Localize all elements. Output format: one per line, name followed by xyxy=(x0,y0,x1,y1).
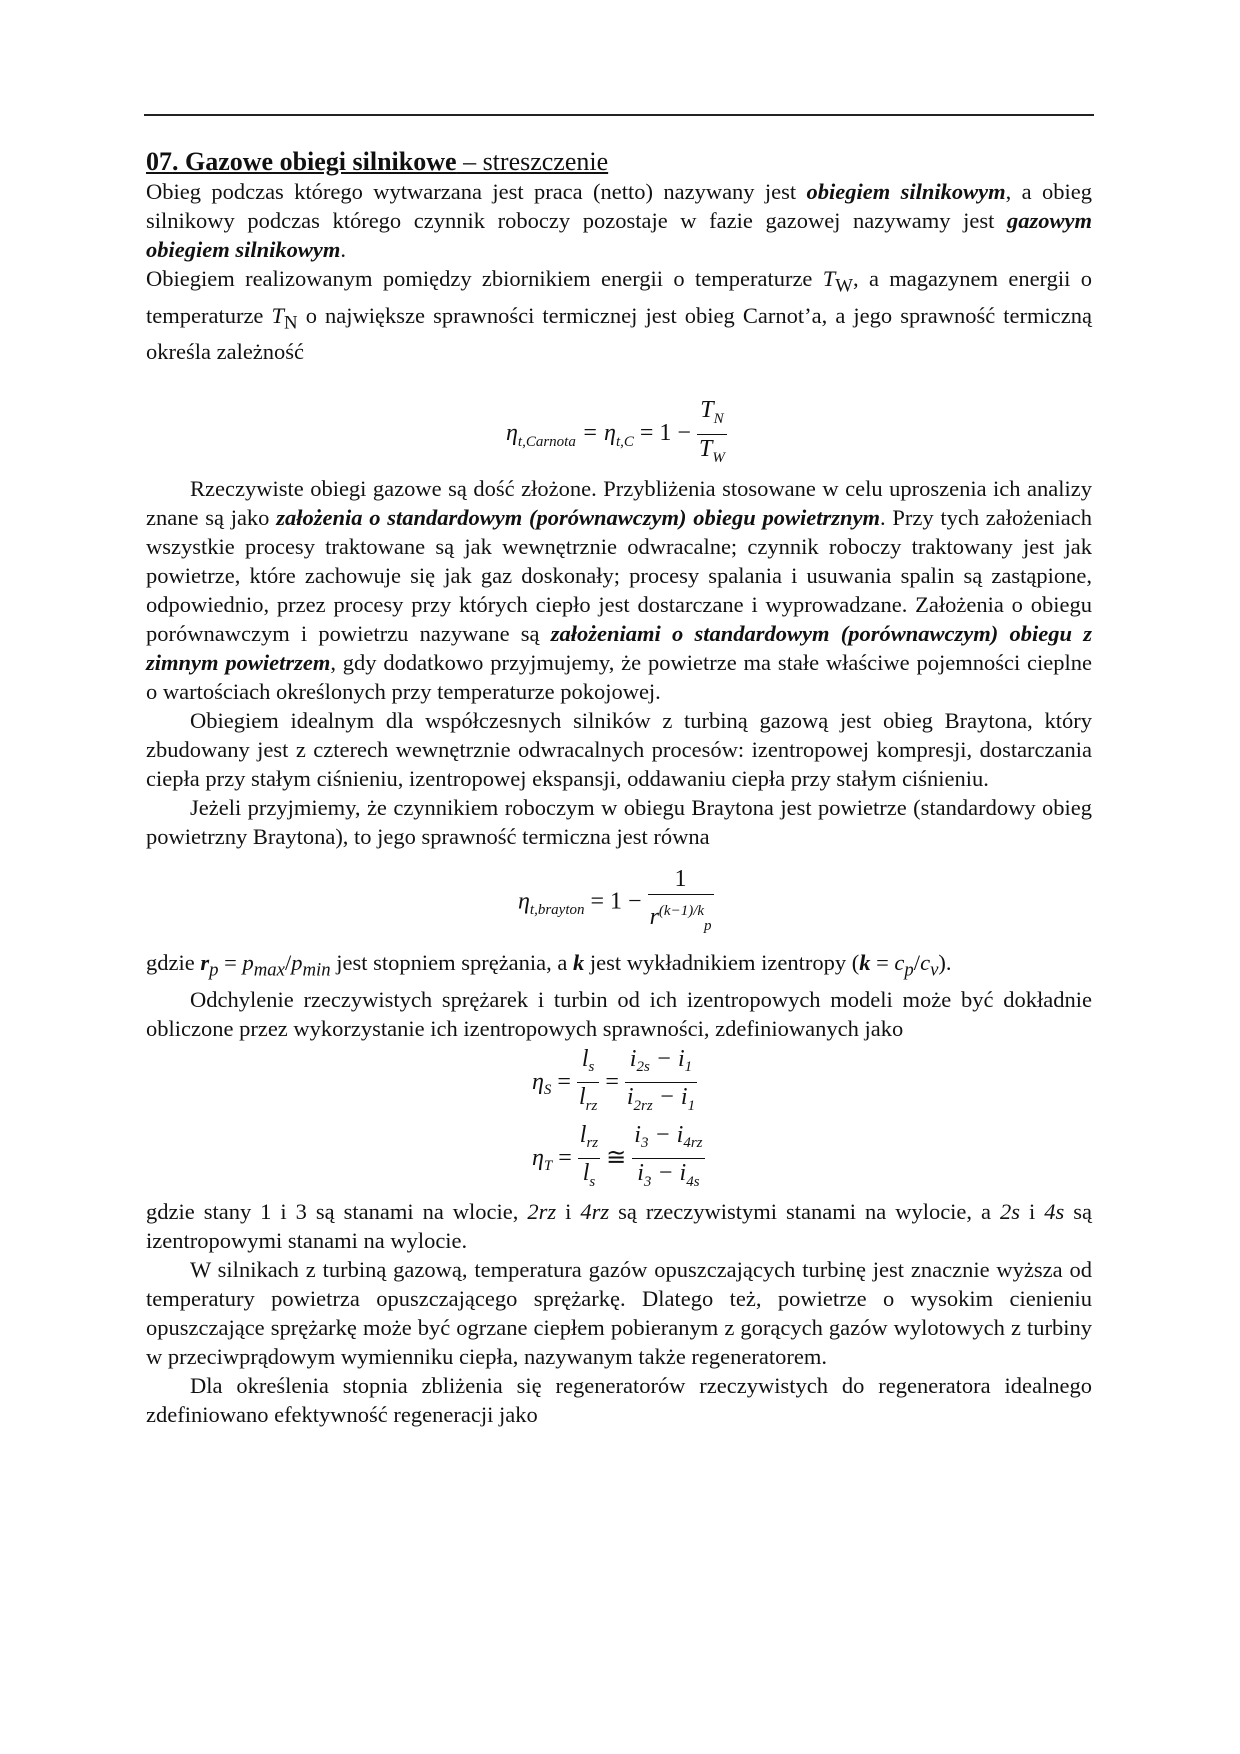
paragraph-8: gdzie stany 1 i 3 są stanami na wlocie, 2rz i 4rz są rzeczywistymi stanami na wylocie, a 2s i 4s są izentropowymi stanami na wylocie. xyxy=(146,1198,1092,1253)
paragraph-1: Obieg podczas którego wytwarzana jest praca (netto) nazywany jest obiegiem silnikowym, a obieg silnikowy podczas którego czynnik roboczy pozostaje w fazie gazowej nazywamy jest gazowym obiegiem silnikowym. xyxy=(146,179,1093,262)
brayton-equation: $\eta_{t,brayton} = 1$ − $\frac{1}{r^{(k-1)/k}_p}$ xyxy=(518,866,712,934)
paragraph-9: W silnikach z turbiną gazową, temperatura gazów opuszczających turbinę jest znacznie wyższa od temperatury powietrza opuszczającego sprężarkę. Dlatego też, powietrze o wysokim cienieniu opuszczające sprężarkę może być ogrzane ciepłem pobieranym z gorących gazów wylotowych z turbiny w przeciwprądowym wymienniku ciepła, nazywanym także regeneratorem. xyxy=(146,1256,1092,1369)
isentropic-efficiency-equations xyxy=(146,1043,1092,1197)
carnot-equation: $\eta_{t,Carnota} = \eta_{t,C} = 1$ − $\frac{T_N}{T_W}$ xyxy=(506,397,725,466)
paragraph-3: Rzeczywiste obiegi gazowe są dość złożone. Przybliżenia stosowane w celu uproszenia ich analizy znane są jako założenia o standardowym (porównawczym) obiegu powietrznym. Przy tych założeniach wszystkie procesy traktowane są jak wewnętrznie odwracalne; czynnik roboczy traktowany jest jak powietrze, które zachowuje się jak gaz doskonały; procesy spalania i usuwania spalin są zastąpione, odpowiednio, przez procesy przy których ciepło jest dostarczane i wyprowadzane. Założenia o obiegu porównawczym i powietrzu nazywane są założeniami o standardowym (porównawczym) obiegu z zimnym powietrzem, gdy dodatkowo przyjmujemy, że powietrze ma stałe właściwe pojemności cieplne o wartościach określonych przy temperaturze pokojowej. xyxy=(146,476,1092,704)
compressor-efficiency-eq: $\eta_S$ = $\frac{l_s}{l_{rz}}$ = $\frac{i_{2s} - i_1}{i_{2rz} - i_1}$ xyxy=(532,1045,696,1115)
turbine-efficiency-eq: $\eta_T$ = $\frac{l_{rz}}{l_s}$ ≅ $\frac{i_3 - i_{4rz}}{i_3 - i_{4s}}$ xyxy=(532,1121,703,1191)
paragraph-4: Obiegiem idealnym dla współczesnych silników z turbiną gazową jest obieg Braytona, który zbudowany jest z czterech wewnętrznie odwracalnych procesów: izentropowej kompresji, dostarczania ciepła przy stałym ciśnieniu, izentropowej ekspansji, oddawaniu ciepła przy stałym ciśnieniu. xyxy=(146,708,1092,791)
header-rule xyxy=(144,114,1094,116)
paragraph-6: gdzie $r_p = p_{max}/p_{min}$ jest stopniem sprężania, a k jest wykładnikiem izentropy $(k = c_p/c_v)$. xyxy=(146,950,952,981)
paragraph-7: Odchylenie rzeczywistych sprężarek i turbin od ich izentropowych modeli może być dokładnie obliczone przez wykorzystanie ich izentropowych sprawności, zdefiniowanych jako xyxy=(146,986,1092,1041)
document-body xyxy=(146,147,1092,1429)
paragraph-5: Jeżeli przyjmiemy, że czynnikiem roboczym w obiegu Braytona jest powietrze (standardowy obieg powietrzny Braytona), to jego sprawność termiczna jest równa xyxy=(146,795,1092,849)
section-title: 07. Gazowe obiegi silnikowe – streszczenie xyxy=(146,147,609,176)
paragraph-2: Obiegiem realizowanym pomiędzy zbiornikiem energii o temperaturze $T_W$, a magazynem energii o temperaturze $T_N$ o największe sprawności termicznej jest obieg Carnot’a, a jego sprawność termiczną określa zależność xyxy=(146,266,1092,364)
paragraph-10: Dla określenia stopnia zbliżenia się regeneratorów rzeczywistych do regeneratora idealnego zdefiniowano efektywność regeneracji jako xyxy=(146,1372,1092,1427)
